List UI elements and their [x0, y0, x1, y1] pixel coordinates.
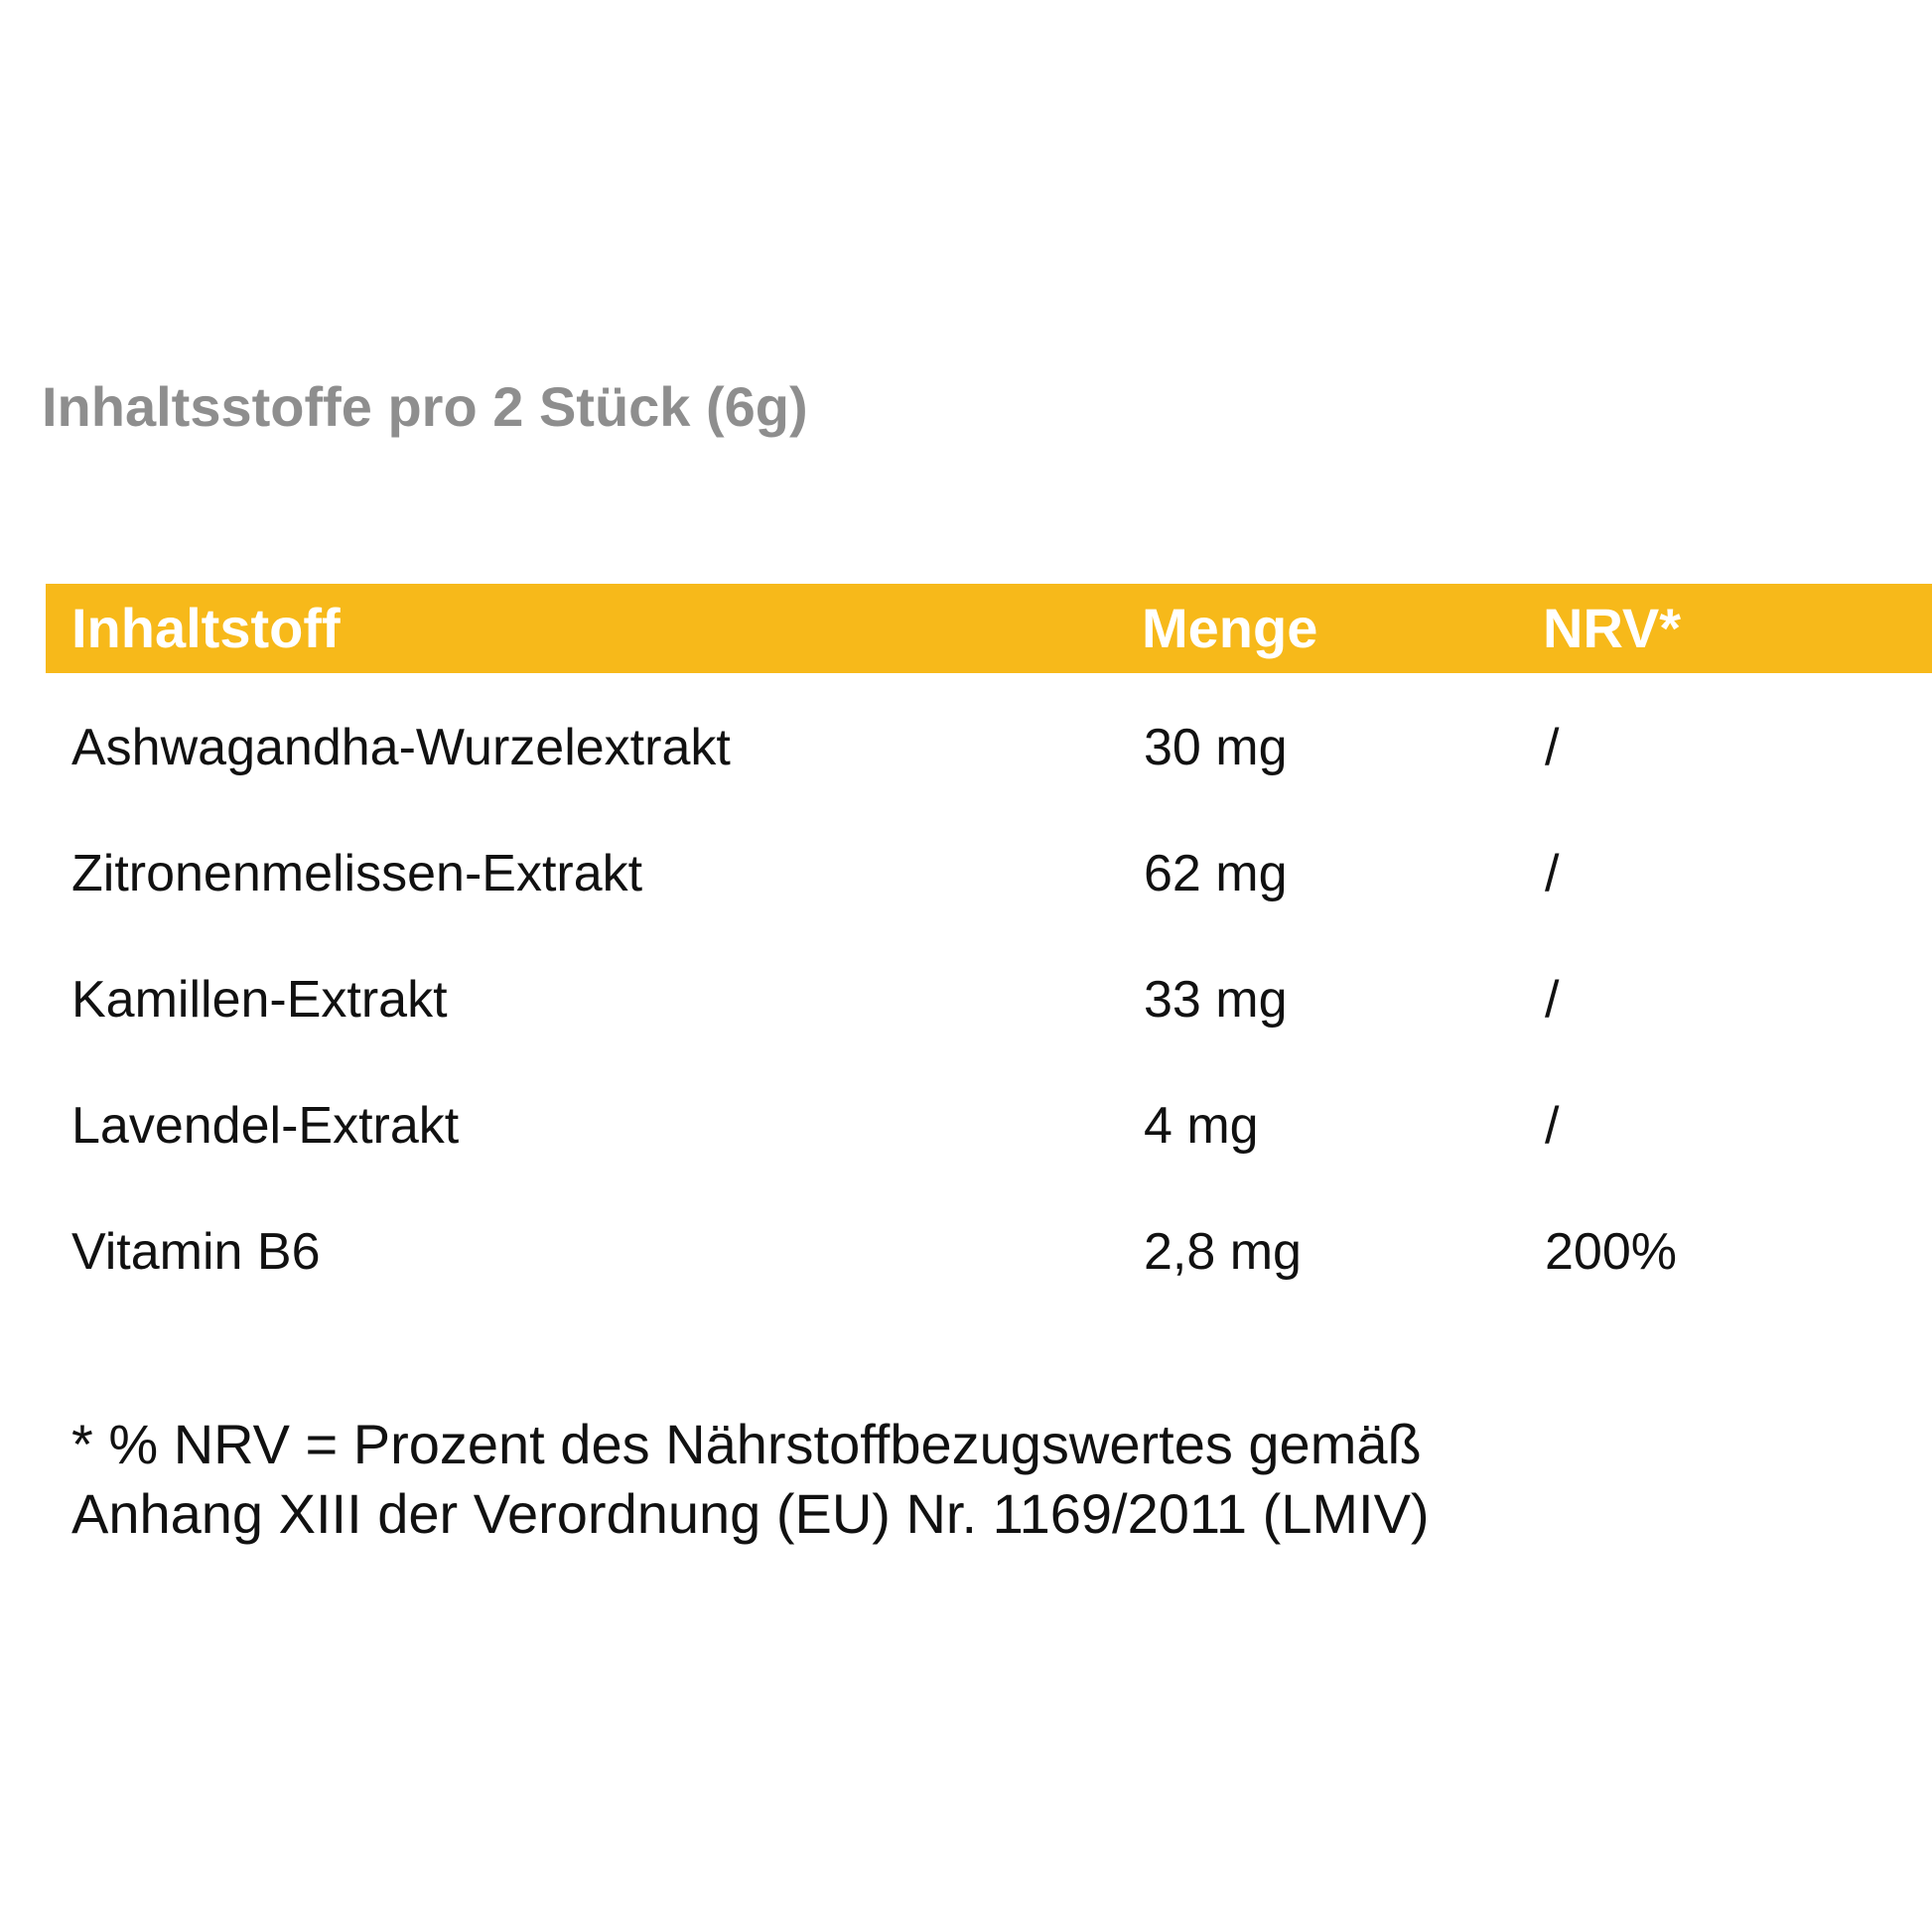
nrv-cell: /: [1545, 719, 1560, 776]
column-header-amount: Menge: [1142, 597, 1318, 659]
nrv-cell: /: [1545, 1097, 1560, 1155]
nrv-cell: /: [1545, 845, 1560, 902]
column-header-nrv: NRV*: [1543, 597, 1682, 659]
ingredient-cell: Lavendel-Extrakt: [71, 1097, 460, 1155]
table-row: [0, 695, 1932, 821]
table-header: [46, 584, 1932, 673]
footnote-line-1: * % NRV = Prozent des Nährstoffbezugswertes gemäß: [71, 1413, 1422, 1475]
table-row: [0, 1073, 1932, 1199]
amount-cell: 4 mg: [1144, 1097, 1259, 1155]
ingredient-cell: Kamillen-Extrakt: [71, 971, 448, 1029]
table-row: [0, 947, 1932, 1073]
page-title: Inhaltsstoffe pro 2 Stück (6g): [42, 375, 808, 438]
amount-cell: 30 mg: [1144, 719, 1288, 776]
amount-cell: 33 mg: [1144, 971, 1288, 1029]
nrv-cell: 200%: [1545, 1223, 1677, 1281]
table-row: [0, 821, 1932, 947]
ingredient-cell: Zitronenmelissen-Extrakt: [71, 845, 643, 902]
ingredient-cell: Ashwagandha-Wurzelextrakt: [71, 719, 731, 776]
table-body: [0, 695, 1932, 1325]
column-header-ingredient: Inhaltstoff: [71, 597, 341, 659]
footnote-line-2: Anhang XIII der Verordnung (EU) Nr. 1169/2011 (LMIV): [71, 1482, 1430, 1545]
table-row: [0, 1199, 1932, 1325]
amount-cell: 62 mg: [1144, 845, 1288, 902]
nrv-cell: /: [1545, 971, 1560, 1029]
amount-cell: 2,8 mg: [1144, 1223, 1302, 1281]
footnote: [71, 1410, 1859, 1549]
ingredient-cell: Vitamin B6: [71, 1223, 321, 1281]
